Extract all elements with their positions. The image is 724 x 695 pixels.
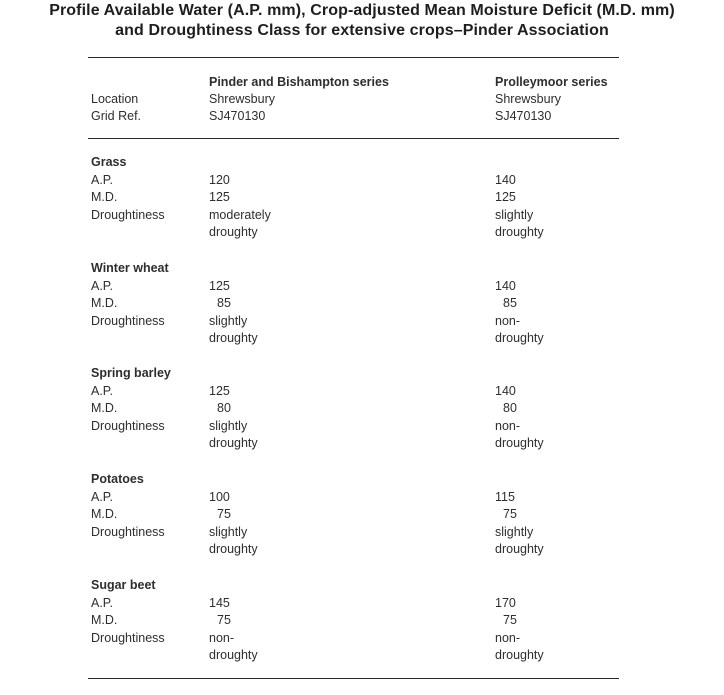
col2-cell: droughty [495,331,544,345]
col1-location: Shrewsbury [209,92,275,106]
col1-cell: slightly [209,314,248,328]
row-label: A.P. [91,173,114,187]
row-label: A.P. [91,596,114,610]
col1-cell: droughty [209,648,258,662]
col2-location: Shrewsbury [495,92,561,106]
crop-heading: Winter wheat [91,261,169,275]
crop-heading: Sugar beet [91,578,156,592]
col1-cell: droughty [209,225,258,239]
bottom-rule [88,678,619,679]
col1-cell: 75 [217,613,231,627]
col2-cell: droughty [495,542,544,556]
col2-cell: slightly [495,208,534,222]
col2-cell: slightly [495,525,534,539]
col2-cell: droughty [495,436,544,450]
col2-grid-ref: SJ470130 [495,109,552,123]
col2-cell: 170 [495,596,516,610]
location-label: Location [91,92,139,106]
col1-cell: slightly [209,525,248,539]
row-label: A.P. [91,384,114,398]
col1-cell: non- [209,631,235,645]
table-title-line-1: Profile Available Water (A.P. mm), Crop-adjusted Mean Moisture Deficit (M.D. mm) [49,2,675,19]
row-label: Droughtiness [91,631,165,645]
col2-cell: 75 [503,507,517,521]
col1-cell: 75 [217,507,231,521]
col2-cell: 75 [503,613,517,627]
crop-heading: Grass [91,155,127,169]
row-label: M.D. [91,613,118,627]
col1-cell: 125 [209,190,230,204]
row-label: Droughtiness [91,419,165,433]
col1-cell: moderately [209,208,271,222]
col1-cell: 80 [217,401,231,415]
col2-cell: 115 [495,490,515,504]
header-rule [88,138,619,139]
crop-heading: Spring barley [91,366,171,380]
row-label: M.D. [91,401,118,415]
row-label: M.D. [91,507,118,521]
crop-heading: Potatoes [91,472,144,486]
col1-cell: droughty [209,542,258,556]
row-label: A.P. [91,279,114,293]
row-label: Droughtiness [91,208,165,222]
col2-cell: non- [495,314,521,328]
col1-cell: 145 [209,596,230,610]
col1-cell: 125 [209,279,230,293]
col2-cell: non- [495,419,521,433]
col2-cell: 140 [495,384,516,398]
row-label: M.D. [91,296,118,310]
table-title-line-2: and Droughtiness Class for extensive crops–Pinder Association [115,22,609,39]
col2-cell: 140 [495,279,516,293]
col1-cell: 120 [209,173,230,187]
row-label: A.P. [91,490,114,504]
col2-cell: 125 [495,190,516,204]
col1-cell: 85 [217,296,231,310]
col2-cell: non- [495,631,521,645]
col1-cell: droughty [209,436,258,450]
col2-series-name: Prolleymoor series [495,75,608,89]
col2-cell: 80 [503,401,517,415]
col1-cell: slightly [209,419,248,433]
col1-grid-ref: SJ470130 [209,109,266,123]
row-label: M.D. [91,190,118,204]
row-label: Droughtiness [91,314,165,328]
col1-cell: droughty [209,331,258,345]
col2-cell: droughty [495,225,544,239]
col2-cell: droughty [495,648,544,662]
row-label: Droughtiness [91,525,165,539]
grid-ref-label: Grid Ref. [91,109,142,123]
col1-cell: 100 [209,490,230,504]
col1-cell: 125 [209,384,230,398]
col1-series-name: Pinder and Bishampton series [209,75,389,89]
col2-cell: 140 [495,173,516,187]
col2-cell: 85 [503,296,517,310]
top-rule [88,57,619,58]
